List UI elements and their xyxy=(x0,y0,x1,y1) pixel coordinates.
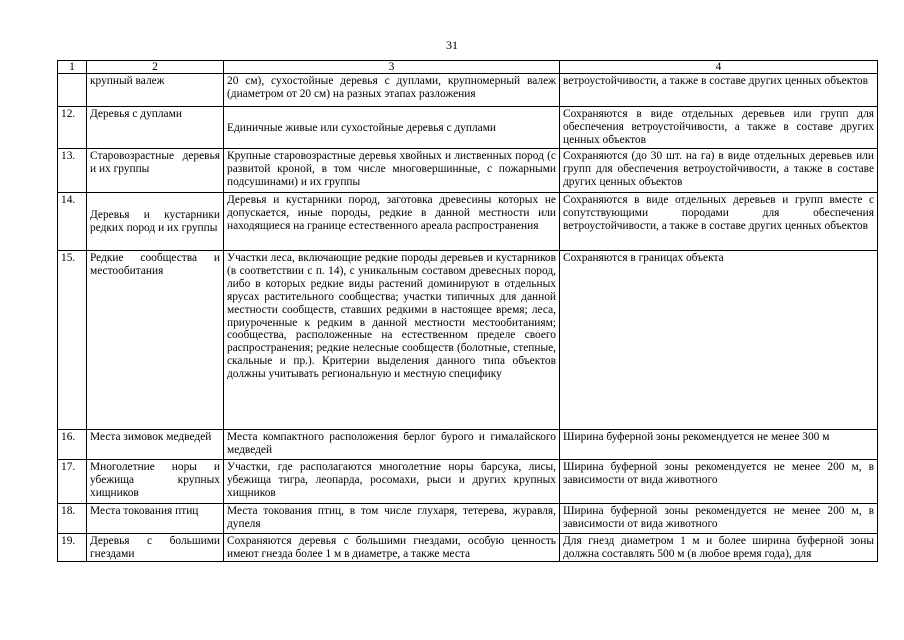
objects-table xyxy=(57,60,878,562)
object-measure: Ширина буферной зоны рекомендуется не менее 200 м, в зависимости от вида животного xyxy=(560,504,878,534)
object-measure: Для гнезд диаметром 1 м и более ширина буферной зоны должна составлять 500 м (в любое время года), для xyxy=(560,534,878,562)
object-measure: ветроустойчивости, а также в составе других ценных объектов xyxy=(560,74,878,107)
table-row xyxy=(58,251,878,430)
object-name: Места токования птиц xyxy=(87,504,224,534)
object-measure: Сохраняются в границах объекта xyxy=(560,251,878,430)
object-description: Сохраняются деревья с большими гнездами, особую ценность имеют гнезда более 1 м в диаметре, а также места xyxy=(224,534,560,562)
table-row xyxy=(58,193,878,251)
object-name: Редкие сообщества и местообитания xyxy=(87,251,224,430)
row-number: 17. xyxy=(58,460,87,504)
object-measure: Сохраняются (до 30 шт. на га) в виде отдельных деревьев или групп для обеспечения ветроустойчивости, а также в составе других ценных объектов xyxy=(560,149,878,193)
object-description: Участки леса, включающие редкие породы деревьев и кустарников (в соответствии с п. 14), с уникальным составом древесных пород, либо в которых редкие виды растений доминируют в отдельных ярусах растительного сообщества; участки типичных для данной местности сообществ, ставших редкими в настоящее время; леса, приуроченные к редким в данной местности местообитаниям; сообщества, расположенные на естественном пределе своего распространения; редкие нелесные сообществ (болотные, степные, скальные и пр.). Критерии выделения данного типа объектов должны учитывать региональную и местную специфику xyxy=(224,251,560,430)
object-name: Деревья с большими гнездами xyxy=(87,534,224,562)
object-description: Места компактного расположения берлог бурого и гималайского медведей xyxy=(224,430,560,460)
object-name: Деревья с дуплами xyxy=(87,107,224,149)
row-number: 16. xyxy=(58,430,87,460)
object-description: 20 см), сухостойные деревья с дуплами, крупномерный валеж (диаметром от 20 см) на разных этапах разложения xyxy=(224,74,560,107)
object-name: Многолетние норы и убежища крупных хищников xyxy=(87,460,224,504)
table-row xyxy=(58,149,878,193)
row-number: 14. xyxy=(58,193,87,251)
object-name: Места зимовок медведей xyxy=(87,430,224,460)
table-row xyxy=(58,74,878,107)
object-name: крупный валеж xyxy=(87,74,224,107)
object-description: Крупные старовозрастные деревья хвойных и лиственных пород (с развитой кроной, в том числе многовершинные, с пожарными подсушинами) и их группы xyxy=(224,149,560,193)
header-cell-3: 3 xyxy=(224,61,560,74)
table-row xyxy=(58,430,878,460)
row-number: 13. xyxy=(58,149,87,193)
table-header-row xyxy=(58,61,878,74)
object-measure: Сохраняются в виде отдельных деревьев или групп для обеспечения ветроустойчивости, а также в составе других ценных объектов xyxy=(560,107,878,149)
object-measure: Ширина буферной зоны рекомендуется не менее 300 м xyxy=(560,430,878,460)
object-measure: Ширина буферной зоны рекомендуется не менее 200 м, в зависимости от вида животного xyxy=(560,460,878,504)
row-number: 18. xyxy=(58,504,87,534)
table-row xyxy=(58,107,878,149)
object-description: Участки, где располагаются многолетние норы барсука, лисы, убежища тигра, леопарда, росомахи, рыси и других крупных хищников xyxy=(224,460,560,504)
row-number: 19. xyxy=(58,534,87,562)
row-number xyxy=(58,74,87,107)
row-number: 15. xyxy=(58,251,87,430)
table-row xyxy=(58,534,878,562)
object-name: Деревья и кустарники редких пород и их группы xyxy=(87,193,224,251)
row-number: 12. xyxy=(58,107,87,149)
page-number: 31 xyxy=(446,38,458,52)
header-cell-1: 1 xyxy=(58,61,87,74)
header-cell-2: 2 xyxy=(87,61,224,74)
table-row xyxy=(58,504,878,534)
table-row xyxy=(58,460,878,504)
object-measure: Сохраняются в виде отдельных деревьев и групп вместе с сопутствующими породами для обеспечения ветроустойчивости, а также в составе других ценных объектов xyxy=(560,193,878,251)
header-cell-4: 4 xyxy=(560,61,878,74)
object-description: Деревья и кустарники пород, заготовка древесины которых не допускается, иные породы, редкие в данной местности или находящиеся на границе естественного ареала распространения xyxy=(224,193,560,251)
object-description: Места токования птиц, в том числе глухаря, тетерева, журавля, дупеля xyxy=(224,504,560,534)
object-name: Старовозрастные деревья и их группы xyxy=(87,149,224,193)
object-description: Единичные живые или сухостойные деревья с дуплами xyxy=(224,107,560,149)
